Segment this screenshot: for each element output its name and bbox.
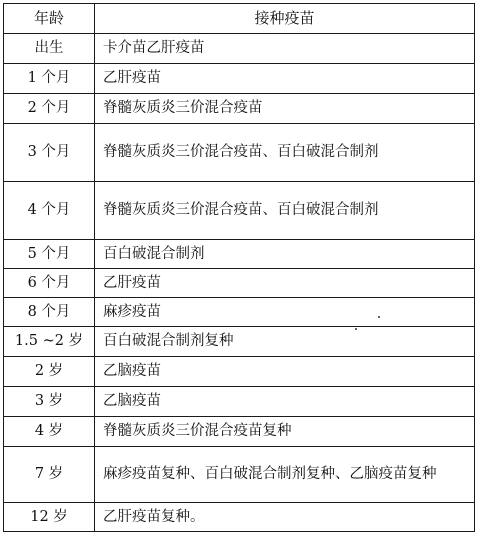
vaccine-cell: 麻疹疫苗 — [95, 298, 475, 327]
age-cell: 5 个月 — [4, 240, 95, 269]
age-cell: 4 个月 — [4, 182, 95, 240]
vaccine-cell: 脊髓灰质炎三价混合疫苗复种 — [95, 417, 475, 447]
table-row — [4, 269, 475, 298]
age-cell: 12 岁 — [4, 503, 95, 532]
table-row — [4, 94, 475, 124]
vaccine-cell: 百白破混合制剂 — [95, 240, 475, 269]
age-cell: 4 岁 — [4, 417, 95, 447]
vaccine-cell: 百白破混合制剂复种 — [95, 327, 475, 357]
table-row — [4, 182, 475, 240]
vaccine-cell: 乙肝疫苗 — [95, 269, 475, 298]
vaccine-cell: 乙脑疫苗 — [95, 387, 475, 417]
age-cell: 2 个月 — [4, 94, 95, 124]
vaccine-cell: 脊髓灰质炎三价混合疫苗 — [95, 94, 475, 124]
vaccine-cell: 乙肝疫苗 — [95, 64, 475, 94]
vaccine-cell: 脊髓灰质炎三价混合疫苗、百白破混合制剂 — [95, 182, 475, 240]
age-cell: 3 岁 — [4, 387, 95, 417]
age-cell: 出生 — [4, 34, 95, 64]
table-row — [4, 327, 475, 357]
age-cell: 6 个月 — [4, 269, 95, 298]
vaccine-cell: 乙肝疫苗复种。 — [95, 503, 475, 532]
header-row — [4, 4, 475, 34]
table-row — [4, 64, 475, 94]
table-row — [4, 357, 475, 387]
table-row — [4, 387, 475, 417]
age-cell: 2 岁 — [4, 357, 95, 387]
vaccine-cell: 脊髓灰质炎三价混合疫苗、百白破混合制剂 — [95, 124, 475, 182]
age-cell: 1 个月 — [4, 64, 95, 94]
column-header-vaccine: 接种疫苗 — [95, 4, 475, 34]
vaccine-cell: 麻疹疫苗复种、百白破混合制剂复种、乙脑疫苗复种 — [95, 447, 475, 503]
table-row — [4, 124, 475, 182]
vaccine-cell: 卡介苗乙肝疫苗 — [95, 34, 475, 64]
age-cell: 3 个月 — [4, 124, 95, 182]
table-row — [4, 417, 475, 447]
age-cell: 8 个月 — [4, 298, 95, 327]
table-row — [4, 240, 475, 269]
age-cell: 1.5 ~2 岁 — [4, 327, 95, 357]
column-header-age: 年龄 — [4, 4, 95, 34]
table-row — [4, 503, 475, 532]
vaccine-cell: 乙脑疫苗 — [95, 357, 475, 387]
age-cell: 7 岁 — [4, 447, 95, 503]
table-row — [4, 298, 475, 327]
table-row — [4, 34, 475, 64]
table-row — [4, 447, 475, 503]
scan-speck — [378, 316, 380, 318]
scan-speck — [355, 328, 357, 330]
vaccination-schedule-table — [3, 3, 475, 532]
